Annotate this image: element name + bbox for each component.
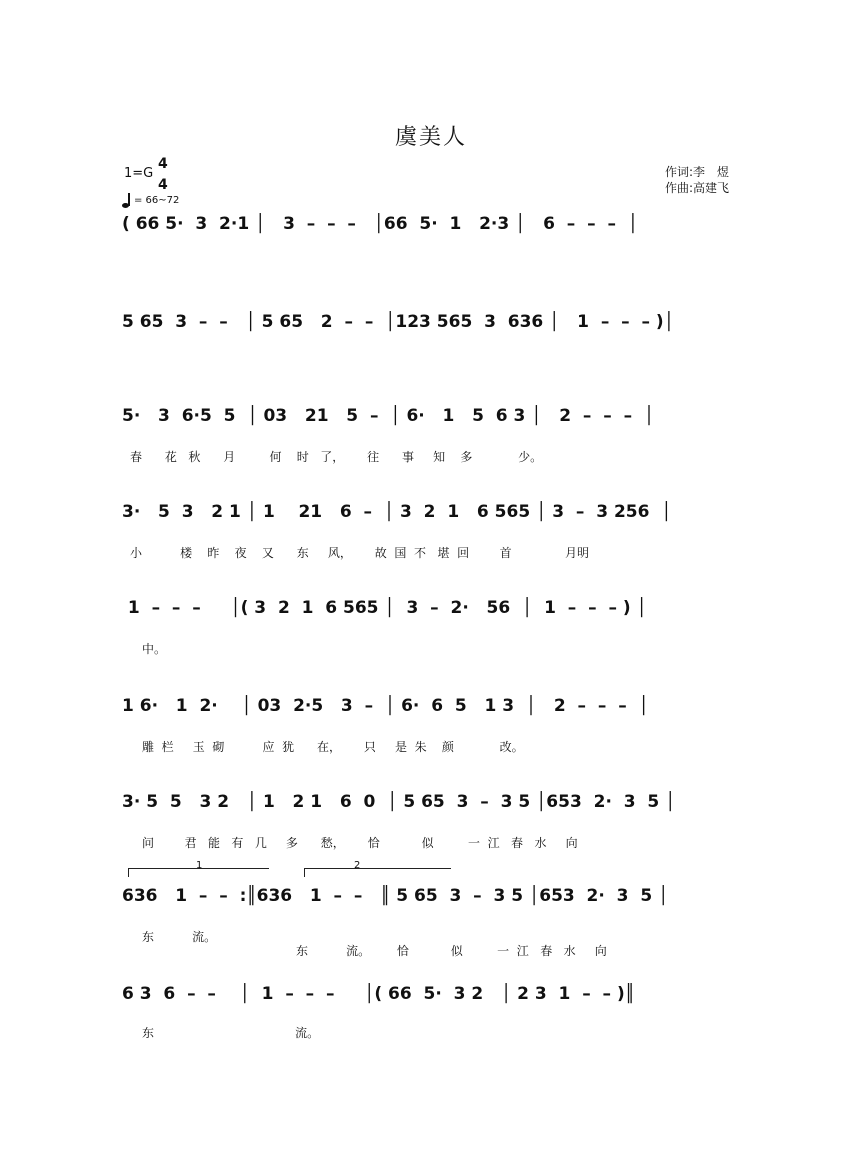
- score-system-8: [122, 860, 768, 958]
- music-line: 3· 5 3 2 1 │ 1 21 6 – │ 3 2 1 6 565 │ 3 – 3 256 │: [122, 502, 672, 522]
- score-system-5: [122, 596, 768, 656]
- quarter-note-icon: [122, 192, 132, 208]
- volta-number-1: 1: [196, 860, 203, 871]
- volta-number-2: 2: [354, 860, 361, 871]
- music-line: 3· 5 5 3 2 │ 1 2 1 6 0 │ 5 65 3 – 3 5 │653 2· 3 5 │: [122, 792, 676, 812]
- lyric-line-second: 东 流。 恰 似 一 江 春 水 向: [296, 944, 607, 958]
- lyric-line: 小 楼 昨 夜 又 东 风， 故 国 不 堪 回 首 月明: [130, 546, 590, 560]
- music-line: ( 66 5· 3 2·1 │ 3 – – – │66 5· 1 2·3 │ 6 – – – │: [122, 214, 639, 234]
- score-system-3: [122, 404, 768, 464]
- score-system-9: [122, 982, 768, 1040]
- tempo-marking: [122, 192, 179, 208]
- music-line: 6 3 6 – – │ 1 – – – │( 66 5· 3 2 │ 2 3 1 – – )║: [122, 984, 635, 1004]
- score-system-1: [122, 212, 768, 252]
- lyric-line: 雕 栏 玉 砌 应 犹 在， 只 是 朱 颜 改。: [142, 740, 524, 754]
- credits: [665, 164, 729, 196]
- score-system-7: [122, 790, 768, 850]
- lyric-line: 东 流。: [142, 1026, 320, 1040]
- music-line: 1 – – – │( 3 2 1 6 565 │ 3 – 2· 56 │ 1 – – – ) │: [122, 598, 647, 618]
- tempo-text: = 66~72: [134, 194, 180, 206]
- lyricist: 作词:李 煜: [665, 165, 730, 179]
- lyric-line: 问 君 能 有 几 多 愁， 恰 似 一 江 春 水 向: [142, 836, 578, 850]
- time-signature-bottom: 4: [158, 177, 168, 193]
- composer: 作曲:高建飞: [665, 181, 730, 195]
- lyric-line: 春 花 秋 月 何 时 了， 往 事 知 多 少。: [130, 450, 543, 464]
- page-title: 虞美人: [394, 125, 467, 150]
- music-line: 1 6· 1 2· │ 03 2·5 3 – │ 6· 6 5 1 3 │ 2 – – – │: [122, 696, 649, 716]
- score-system-2: [122, 310, 768, 350]
- score-system-6: [122, 694, 768, 754]
- lyric-line: 东 流。: [142, 930, 217, 944]
- score-system-4: [122, 500, 768, 560]
- volta-bracket-2: [304, 868, 451, 877]
- music-line: 5· 3 6·5 5 │ 03 21 5 – │ 6· 1 5 6 3 │ 2 – – – │: [122, 406, 655, 426]
- lyric-line: 中。: [142, 642, 167, 656]
- key-signature: 1=G: [124, 166, 154, 181]
- music-line: 5 65 3 – – │ 5 65 2 – – │123 565 3 636 │ 1 – – – )│: [122, 312, 674, 332]
- time-signature-top: 4: [158, 156, 168, 172]
- music-line: 636 1 – – :║636 1 – – ║ 5 65 3 – 3 5 │653 2· 3 5 │: [122, 886, 669, 906]
